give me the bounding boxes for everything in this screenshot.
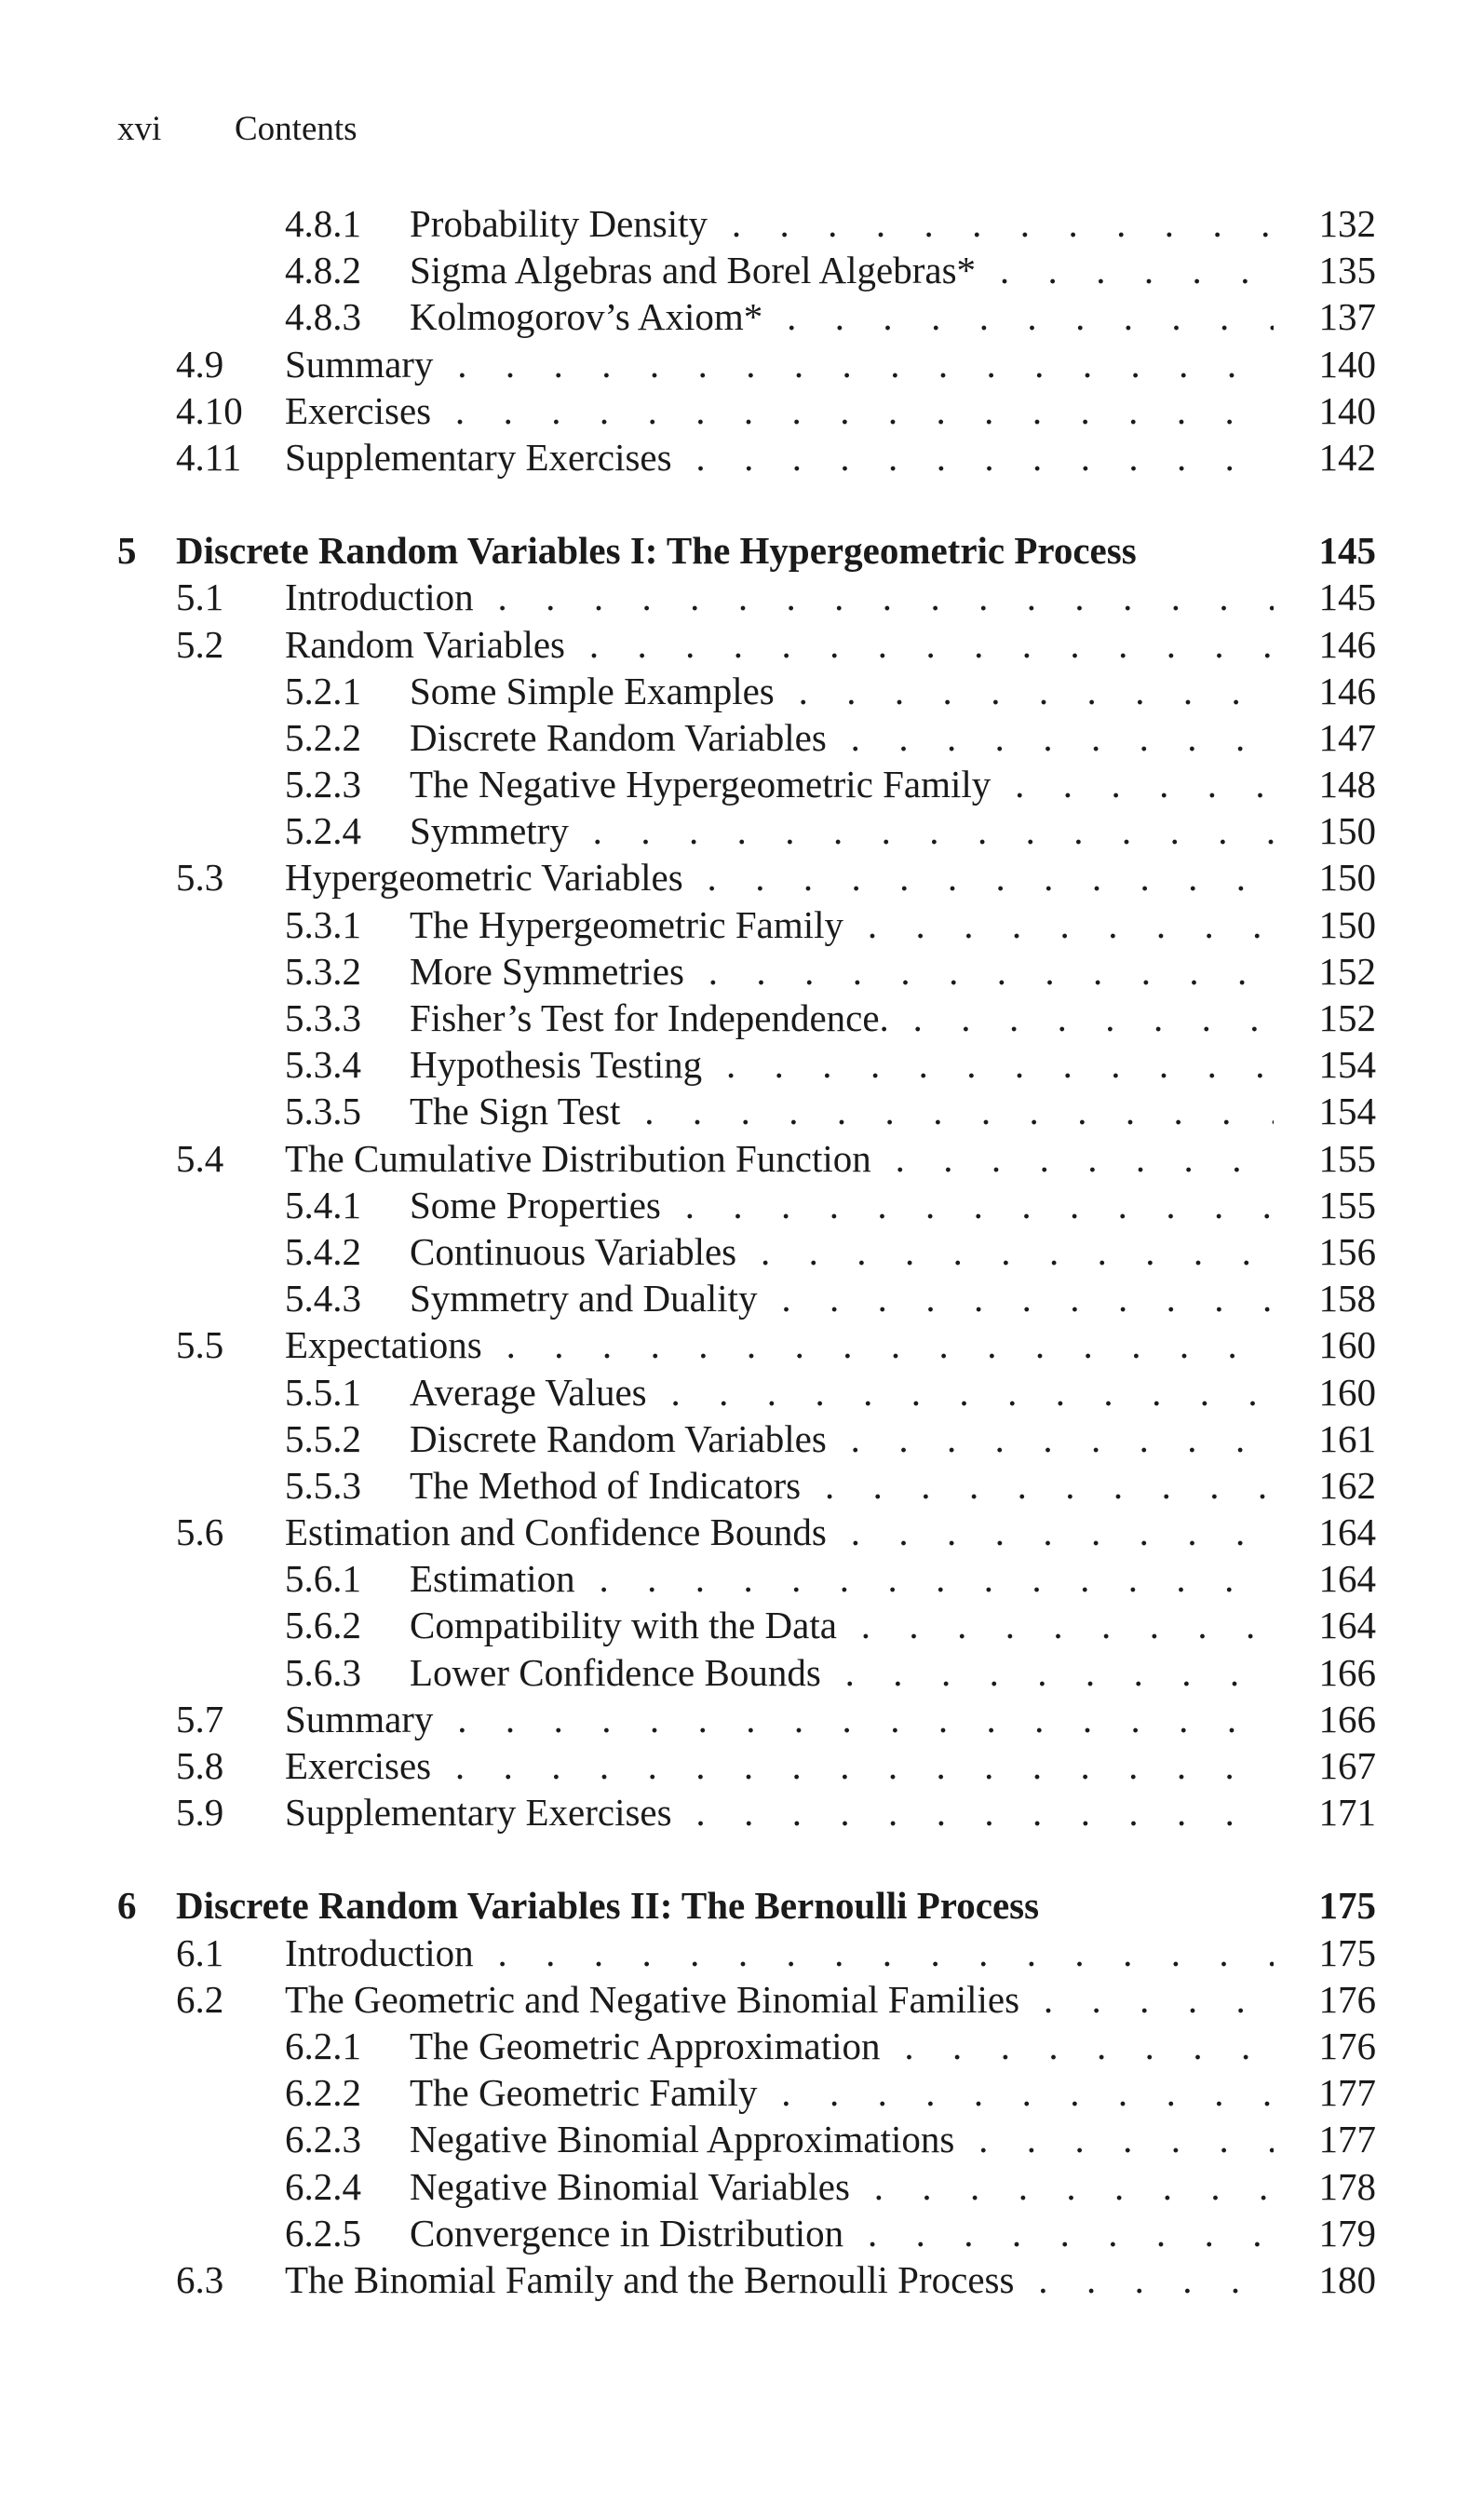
toc-entry-number: 5.3.2 [285, 949, 361, 993]
toc-entry-title: Discrete Random Variables . . . [410, 1415, 1274, 1462]
toc-entry-title: Hypergeometric Variables . . . [285, 854, 1274, 901]
toc-entry-title: Exercises . . . [285, 387, 1274, 434]
toc-subsection-entry [117, 1041, 1376, 1088]
toc-entry-title: More Symmetries . . . [410, 948, 1274, 995]
toc-section-entry [117, 1742, 1376, 1789]
toc-section-entry [117, 341, 1376, 387]
toc-entry-title: Symmetry . . . [410, 807, 1274, 854]
toc-entry-title: Hypothesis Testing . . . [410, 1041, 1274, 1088]
toc-entry-page: 140 [1318, 342, 1376, 386]
toc-entry-number: 5.5.3 [285, 1463, 361, 1507]
toc-subsection-entry [117, 714, 1376, 761]
toc-entry-title: Average Values . . . [410, 1369, 1274, 1415]
toc-entry-title: Symmetry and Duality . . . [410, 1275, 1274, 1321]
toc-entry-title: Compatibility with the Data . . . [410, 1602, 1274, 1648]
toc-entry-number: 5.3.5 [285, 1090, 361, 1133]
toc-entry-number: 5.4.3 [285, 1277, 361, 1320]
toc-entry-number: 5.2.3 [285, 763, 361, 806]
toc-entry-number: 5.6.1 [285, 1557, 361, 1601]
toc-entry-page: 176 [1318, 1977, 1376, 2021]
toc-subsection-entry [117, 1649, 1376, 1696]
toc-entry-number: 6.2.5 [285, 2211, 361, 2255]
toc-entry-number: 6.2 [176, 1977, 224, 2021]
toc-section-entry [117, 1321, 1376, 1368]
toc-entry-title: Summary . . . [285, 341, 1274, 387]
toc-entry-number: 5.8 [176, 1744, 224, 1787]
toc-entry-number: 5.1 [176, 576, 224, 619]
toc-entry-title: The Negative Hypergeometric Family . . . [410, 761, 1274, 807]
toc-entry-title: Expectations . . . [285, 1321, 1274, 1368]
toc-entry-page: 177 [1318, 2071, 1376, 2115]
toc-entry-number: 6 [117, 1884, 137, 1928]
toc-entry-number: 6.2.3 [285, 2118, 361, 2161]
toc-entry-page: 146 [1318, 622, 1376, 666]
toc-entry-page: 146 [1318, 669, 1376, 712]
toc-entry-title: The Binomial Family and the Bernoulli Process . . . [285, 2256, 1274, 2303]
toc-entry-page: 152 [1318, 996, 1376, 1039]
toc-entry-number: 5.4.1 [285, 1183, 361, 1226]
toc-subsection-entry [117, 1182, 1376, 1228]
toc-section-entry [117, 621, 1376, 668]
toc-subsection-entry [117, 1462, 1376, 1509]
toc-subsection-entry [117, 293, 1376, 340]
toc-entry-page: 150 [1318, 856, 1376, 900]
toc-section-entry [117, 1976, 1376, 2023]
toc-entry-title: Negative Binomial Variables . . . [410, 2163, 1274, 2210]
toc-entry-page: 161 [1318, 1416, 1376, 1460]
toc-entry-number: 5.4.2 [285, 1229, 361, 1273]
toc-entry-title: Estimation . . . [410, 1555, 1274, 1602]
toc-entry-number: 4.9 [176, 342, 224, 386]
toc-subsection-entry [117, 668, 1376, 714]
toc-entry-title: Negative Binomial Approximations . . . [410, 2116, 1274, 2162]
toc-subsection-entry [117, 807, 1376, 854]
toc-section-entry [117, 387, 1376, 434]
toc-subsection-entry [117, 2023, 1376, 2069]
toc-section-entry [117, 574, 1376, 620]
toc-entry-page: 154 [1318, 1043, 1376, 1087]
toc-entry-page: 140 [1318, 388, 1376, 432]
toc-entry-number: 6.2.4 [285, 2164, 361, 2208]
toc-entry-page: 162 [1318, 1463, 1376, 1507]
toc-entry-title: Continuous Variables . . . [410, 1228, 1274, 1275]
toc-subsection-entry [117, 1228, 1376, 1275]
toc-entry-title: Discrete Random Variables I: The Hypergeometric Process [176, 529, 1137, 573]
toc-entry-page: 142 [1318, 435, 1376, 479]
toc-subsection-entry [117, 1369, 1376, 1415]
toc-entry-page: 167 [1318, 1744, 1376, 1787]
toc-entry-title: Probability Density . . . [410, 200, 1274, 247]
table-of-contents [117, 200, 1376, 2303]
toc-subsection-entry [117, 1088, 1376, 1134]
toc-entry-number: 6.3 [176, 2257, 224, 2301]
toc-subsection-entry [117, 2210, 1376, 2256]
toc-entry-page: 145 [1318, 529, 1376, 573]
toc-entry-page: 176 [1318, 2024, 1376, 2067]
toc-entry-page: 171 [1318, 1791, 1376, 1835]
toc-entry-page: 160 [1318, 1370, 1376, 1414]
toc-entry-number: 5.2.2 [285, 715, 361, 759]
toc-section-entry [117, 2256, 1376, 2303]
toc-entry-page: 145 [1318, 576, 1376, 619]
toc-entry-number: 4.8.2 [285, 249, 361, 292]
toc-entry-title: Introduction . . . [285, 1930, 1274, 1976]
toc-entry-page: 132 [1318, 202, 1376, 245]
toc-entry-page: 175 [1318, 1884, 1376, 1928]
toc-entry-page: 166 [1318, 1697, 1376, 1740]
toc-entry-page: 177 [1318, 2118, 1376, 2161]
toc-entry-number: 4.11 [176, 435, 242, 479]
toc-entry-number: 5.3.4 [285, 1043, 361, 1087]
toc-entry-number: 6.2.1 [285, 2024, 361, 2067]
toc-entry-title: The Hypergeometric Family . . . [410, 901, 1274, 948]
toc-entry-page: 154 [1318, 1090, 1376, 1133]
page-number: xvi [117, 110, 162, 148]
toc-entry-title: The Cumulative Distribution Function . . . [285, 1135, 1274, 1182]
toc-entry-page: 137 [1318, 295, 1376, 339]
toc-entry-page: 156 [1318, 1229, 1376, 1273]
toc-entry-title: Estimation and Confidence Bounds . . . [285, 1509, 1274, 1555]
toc-entry-number: 4.8.1 [285, 202, 361, 245]
toc-subsection-entry [117, 948, 1376, 995]
toc-entry-title: Introduction . . . [285, 574, 1274, 620]
toc-entry-title: The Geometric Approximation . . . [410, 2023, 1274, 2069]
toc-entry-title: The Geometric and Negative Binomial Families . . . [285, 1976, 1274, 2023]
toc-entry-number: 5.5.2 [285, 1416, 361, 1460]
toc-chapter-entry [117, 527, 1376, 574]
toc-entry-page: 164 [1318, 1510, 1376, 1554]
toc-subsection-entry [117, 761, 1376, 807]
toc-entry-number: 5 [117, 529, 137, 573]
toc-entry-page: 150 [1318, 809, 1376, 853]
toc-entry-title: Kolmogorov’s Axiom* . . . [410, 293, 1274, 340]
toc-subsection-entry [117, 1555, 1376, 1602]
running-header [117, 106, 358, 153]
toc-entry-number: 5.3.1 [285, 902, 361, 946]
toc-entry-page: 150 [1318, 902, 1376, 946]
toc-entry-page: 155 [1318, 1183, 1376, 1226]
toc-entry-number: 5.2.4 [285, 809, 361, 853]
toc-entry-title: Random Variables . . . [285, 621, 1274, 668]
toc-subsection-entry [117, 2069, 1376, 2116]
toc-entry-number: 5.6.2 [285, 1604, 361, 1647]
toc-subsection-entry [117, 1602, 1376, 1648]
toc-entry-number: 4.10 [176, 388, 243, 432]
toc-entry-title: Supplementary Exercises . . . [285, 1789, 1274, 1835]
toc-entry-page: 152 [1318, 949, 1376, 993]
toc-entry-title: Some Properties . . . [410, 1182, 1274, 1228]
toc-entry-page: 164 [1318, 1557, 1376, 1601]
toc-entry-page: 160 [1318, 1323, 1376, 1367]
toc-entry-page: 148 [1318, 763, 1376, 806]
toc-entry-page: 135 [1318, 249, 1376, 292]
toc-section-entry [117, 854, 1376, 901]
toc-section-entry [117, 1930, 1376, 1976]
toc-entry-number: 5.2 [176, 622, 224, 666]
toc-entry-title: The Geometric Family . . . [410, 2069, 1274, 2116]
toc-entry-number: 5.4 [176, 1136, 224, 1180]
toc-section-entry [117, 1696, 1376, 1742]
toc-entry-number: 5.6.3 [285, 1650, 361, 1694]
toc-entry-number: 5.5 [176, 1323, 224, 1367]
toc-entry-page: 166 [1318, 1650, 1376, 1694]
toc-entry-page: 175 [1318, 1930, 1376, 1974]
toc-chapter-entry [117, 1882, 1376, 1929]
toc-subsection-entry [117, 247, 1376, 293]
toc-section-entry [117, 1509, 1376, 1555]
toc-section-entry [117, 1789, 1376, 1835]
toc-entry-title: Some Simple Examples . . . [410, 668, 1274, 714]
toc-entry-page: 147 [1318, 715, 1376, 759]
toc-entry-page: 155 [1318, 1136, 1376, 1180]
toc-entry-page: 158 [1318, 1277, 1376, 1320]
toc-entry-number: 5.7 [176, 1697, 224, 1740]
toc-entry-number: 6.1 [176, 1930, 224, 1974]
toc-subsection-entry [117, 1275, 1376, 1321]
toc-entry-title: The Sign Test . . . [410, 1088, 1274, 1134]
toc-entry-title: Lower Confidence Bounds . . . [410, 1649, 1274, 1696]
toc-entry-number: 5.3.3 [285, 996, 361, 1039]
toc-section-entry [117, 434, 1376, 481]
toc-entry-page: 164 [1318, 1604, 1376, 1647]
toc-entry-number: 5.3 [176, 856, 224, 900]
toc-entry-title: Fisher’s Test for Independence. . . . [410, 995, 1274, 1041]
toc-entry-title: The Method of Indicators . . . [410, 1462, 1274, 1509]
toc-entry-number: 5.6 [176, 1510, 224, 1554]
toc-entry-title: Summary . . . [285, 1696, 1274, 1742]
toc-entry-page: 180 [1318, 2257, 1376, 2301]
toc-subsection-entry [117, 901, 1376, 948]
toc-entry-title: Supplementary Exercises . . . [285, 434, 1274, 481]
toc-entry-title: Exercises . . . [285, 1742, 1274, 1789]
toc-entry-number: 5.2.1 [285, 669, 361, 712]
toc-entry-title: Sigma Algebras and Borel Algebras* . . . [410, 247, 1274, 293]
toc-entry-title: Convergence in Distribution . . . [410, 2210, 1274, 2256]
toc-entry-number: 5.9 [176, 1791, 224, 1835]
toc-entry-page: 179 [1318, 2211, 1376, 2255]
toc-subsection-entry [117, 2163, 1376, 2210]
toc-entry-title: Discrete Random Variables II: The Bernoulli Process [176, 1884, 1040, 1928]
toc-subsection-entry [117, 200, 1376, 247]
toc-section-entry [117, 1135, 1376, 1182]
toc-subsection-entry [117, 1415, 1376, 1462]
toc-entry-number: 6.2.2 [285, 2071, 361, 2115]
toc-entry-page: 178 [1318, 2164, 1376, 2208]
running-title: Contents [235, 110, 358, 148]
toc-entry-number: 4.8.3 [285, 295, 361, 339]
toc-subsection-entry [117, 995, 1376, 1041]
toc-subsection-entry [117, 2116, 1376, 2162]
toc-entry-number: 5.5.1 [285, 1370, 361, 1414]
toc-entry-title: Discrete Random Variables . . . [410, 714, 1274, 761]
